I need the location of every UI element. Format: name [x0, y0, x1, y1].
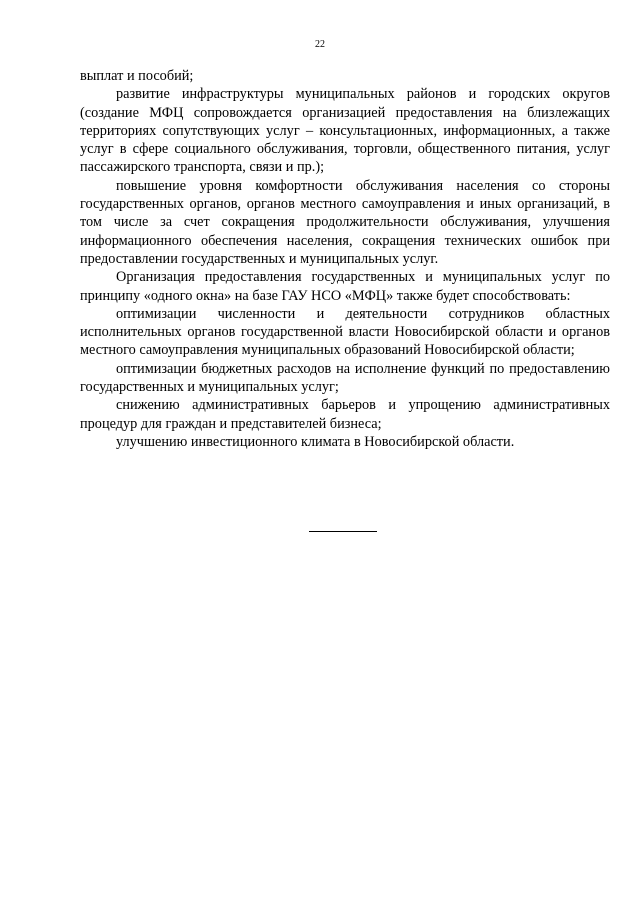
paragraph-budget-optimization: оптимизации бюджетных расходов на исполнение функций по предоставлению государственных и муниципальных услуг;	[80, 360, 610, 396]
paragraph-benefits-payments: выплат и пособий;	[80, 68, 194, 84]
page-number: 22	[315, 39, 325, 50]
paragraph-one-window-principle: Организация предоставления государственных и муниципальных услуг по принципу «одного окна» на базе ГАУ НСО «МФЦ» также будет способствовать:	[80, 269, 610, 304]
paragraph-comfort-level: повышение уровня комфортности обслуживания населения со стороны государственных органов, органов местного самоуправления и иных организаций, в том числе за счет сокращения продолжительности обслуживания, улучшения информационного обеспечения населения, сокращения технических ошибок при предоставлении государственных и муниципальных услуг.	[80, 177, 610, 267]
paragraph-infrastructure-development: развитие инфраструктуры муниципальных районов и городских округов (создание МФЦ сопровождается организацией предоставления на близлежащих территориях сопутствующих услуг – консультационных, информационных, а также услуг в сфере социального обслуживания, торговли, общественного питания, услуг пассажирского транспорта, связи и пр.);	[80, 86, 610, 176]
paragraph-investment-climate: улучшению инвестиционного климата в Новосибирской области.	[116, 433, 515, 450]
paragraph-staff-optimization: оптимизации численности и деятельности сотрудников областных исполнительных органов государственной власти Новосибирской области и органов местного самоуправления муниципальных образований Новосибирской области;	[80, 305, 610, 359]
paragraph-administrative-barriers: снижению административных барьеров и упрощению административных процедур для граждан и представителей бизнеса;	[80, 397, 610, 432]
end-divider-line	[309, 531, 377, 532]
document-body	[80, 67, 610, 451]
